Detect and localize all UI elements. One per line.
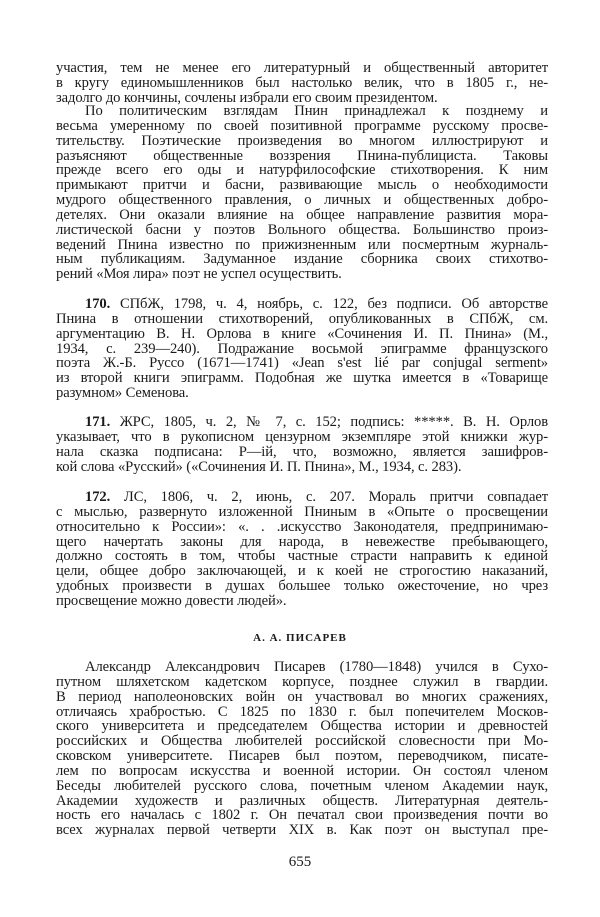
line-text: прежде всего его оды и натурфилософские стихотворения. К ним	[56, 162, 548, 179]
text-line	[56, 134, 548, 149]
line-text: ЖРС, 1805, ч. 2, № 7, с. 152; подпись: *****. В. Н. Орлов	[110, 414, 548, 430]
text-line	[56, 312, 548, 327]
line-text: участия, тем не менее его литературный и общественный авторитет	[56, 60, 548, 76]
line-text: детелях. Они оказали влияние на общее направление развития мора-	[56, 206, 548, 223]
note-172	[56, 490, 548, 609]
note-171	[56, 415, 548, 474]
line-text: задолго до кончины, сочлены избрали его своим президентом.	[56, 89, 438, 106]
note-number: 170.	[85, 296, 111, 312]
section-heading: А. А. ПИСАРЕВ	[253, 632, 347, 644]
line-text: В период наполеоновских войн он участвовал во многих сражениях,	[56, 688, 548, 705]
text-line	[56, 535, 548, 550]
line-text: кой слова «Русский» («Сочинения И. П. Пнина», М., 1934, с. 283).	[56, 458, 462, 475]
line-text: нала сказка подписана: Р—ій, что, возможно, является зашифров-	[56, 443, 548, 460]
line-text: рений «Моя лира» поэт не успел осуществить.	[56, 266, 342, 283]
line-text: должно состоять в том, чтобы частные страсти направить к единой	[56, 548, 548, 565]
text-line	[56, 76, 548, 91]
text-line	[56, 415, 548, 430]
text-line	[56, 445, 548, 460]
line-text: из второй книги эпиграмм. Подобная же шутка имеется в «Товарище	[56, 370, 548, 387]
line-text: с мыслью, развернуто изложенной Пниным в «Опыте о просвещении	[56, 503, 548, 520]
text-line	[56, 705, 548, 720]
text-line	[56, 208, 548, 223]
text-line	[56, 808, 548, 823]
note-170	[56, 297, 548, 401]
line-text: ведений Пнина известно по прижизненным или посмертным журналь-	[56, 236, 548, 253]
text-line	[56, 327, 548, 342]
text-line	[56, 119, 548, 134]
text-line	[56, 460, 548, 475]
line-text: поэта Ж.-Б. Руссо (1671—1741) «Jean s'est lié par conjugal serment»	[56, 355, 548, 372]
line-text: весьма умеренному по своей позитивной программе русскому просве-	[56, 117, 548, 134]
text-line	[56, 734, 548, 749]
text-line	[56, 163, 548, 178]
line-text: удобных произвести в душах большее только ожесточение, но чрез	[56, 578, 548, 595]
line-text: ным публикациям. Задуманное издание сборника своих стихотво-	[56, 251, 548, 268]
text-line	[56, 749, 548, 764]
line-text: разумном» Семенова.	[56, 385, 189, 402]
text-line	[56, 61, 548, 76]
text-line	[56, 823, 548, 838]
text-line	[56, 223, 548, 238]
line-text: 1934, с. 239—240). Подражание восьмой эпиграмме французского	[56, 340, 548, 357]
text-line	[56, 505, 548, 520]
line-text: цели, общее добро заключающей, и к коей не строгостию наказаний,	[56, 563, 548, 580]
text-line	[56, 549, 548, 564]
line-text: аргументацию В. Н. Орлова в книге «Сочинения И. П. Пнина» (М.,	[56, 325, 548, 342]
text-line	[56, 178, 548, 193]
text-line	[56, 594, 548, 609]
line-text: Беседы любителей русского слова, почетным членом Академии наук,	[56, 777, 548, 794]
text-line	[56, 430, 548, 445]
text-line	[56, 490, 548, 505]
line-text: в кругу единомышленников был настолько велик, что в 1805 г., не-	[56, 74, 548, 91]
text-line	[56, 342, 548, 357]
line-text: просвещение можно довести людей».	[56, 592, 287, 609]
line-text: По политическим взглядам Пнин принадлежал к позднему и	[85, 103, 548, 119]
line-text: СПбЖ, 1798, ч. 4, ноябрь, с. 122, без подписи. Об авторстве	[110, 296, 548, 312]
text-line	[56, 764, 548, 779]
line-text: ского университета и председателем Общества истории и древностей	[56, 718, 548, 735]
line-text: тительству. Поэтические произведения во многом иллюстрируют и	[56, 132, 548, 149]
text-line	[56, 779, 548, 794]
text-line	[56, 794, 548, 809]
line-text: ЛС, 1806, ч. 2, июнь, с. 207. Мораль притчи совпадает	[110, 489, 548, 505]
text-line	[56, 297, 548, 312]
text-line	[56, 356, 548, 371]
text-line	[56, 386, 548, 401]
line-text: листической басни у поэтов Вольного общества. Большинство произ-	[56, 221, 548, 238]
line-text: Александр Александрович Писарев (1780—1848) учился в Сухо-	[85, 659, 548, 675]
text-line	[56, 660, 548, 675]
line-text: сковском университете. Писарев был поэтом, переводчиком, писате-	[56, 748, 548, 765]
text-line	[56, 579, 548, 594]
line-text: всех журналах первой четверти XIX в. Как поэт он выступал пре-	[56, 822, 548, 839]
text-line	[56, 252, 548, 267]
line-text: российских и Общества любителей российской словесности при Мо-	[56, 733, 548, 750]
paragraph-pnin-views	[56, 104, 548, 282]
line-text: мудрого общественного правления, о личных и общественных добро-	[56, 192, 548, 209]
text-line	[56, 719, 548, 734]
paragraph-pisarev-bio	[56, 660, 548, 838]
text-line	[56, 690, 548, 705]
line-text: щего начертать законы для народа, в невежестве пребывающего,	[56, 533, 548, 550]
line-text: отличаясь храбростью. С 1825 по 1830 г. был попечителем Москов-	[56, 703, 548, 720]
note-number: 171.	[85, 414, 111, 430]
text-line	[56, 104, 548, 119]
page-number: 655	[288, 854, 312, 870]
line-text: относительно к России»: «. . .искусство Законодателя, предпринимаю-	[56, 518, 548, 535]
line-text: лем по вопросам искусства и военной истории. Он состоял членом	[56, 762, 548, 779]
text-line	[56, 564, 548, 579]
line-text: Академии художеств и различных обществ. Литературная деятель-	[56, 792, 548, 809]
line-text: примыкают притчи и басни, развивающие мысль о необходимости	[56, 177, 548, 194]
text-line	[56, 193, 548, 208]
text-line	[56, 520, 548, 535]
text-line	[56, 238, 548, 253]
line-text: ность его началась с 1802 г. Он печатал свои произведения почти во	[56, 807, 548, 824]
note-number: 172.	[85, 489, 111, 505]
text-line	[56, 267, 548, 282]
line-text: Пнина в отношении стихотворений, опубликованных в СПбЖ, см.	[56, 310, 548, 327]
text-line	[56, 675, 548, 690]
paragraph-continuation	[56, 61, 548, 106]
line-text: разъясняют общественные воззрения Пнина-публициста. Таковы	[56, 147, 548, 164]
text-line	[56, 149, 548, 164]
text-line	[56, 371, 548, 386]
line-text: путном шляхетском кадетском корпусе, позднее служил в гвардии.	[56, 673, 548, 690]
line-text: указывает, что в рукописном цензурном экземпляре этой книжки жур-	[56, 428, 548, 445]
